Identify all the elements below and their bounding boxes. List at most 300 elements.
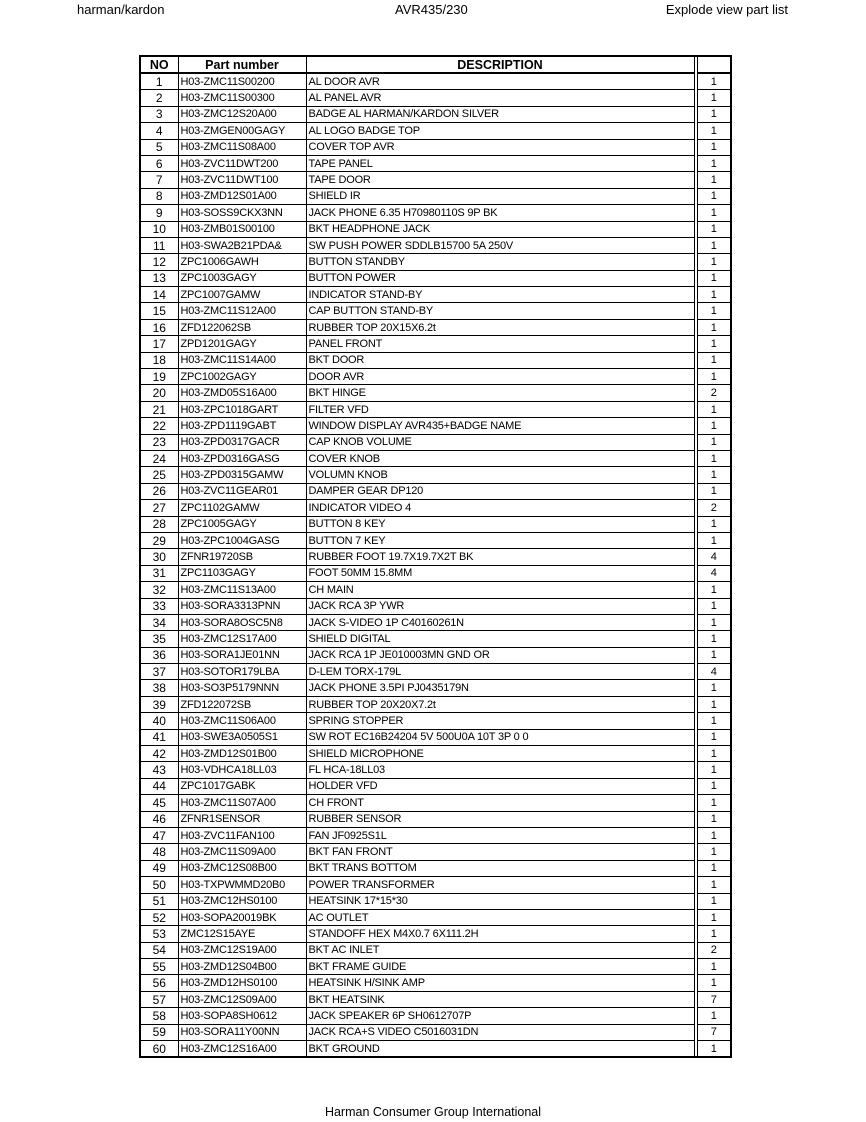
row-number: 37 — [140, 664, 178, 680]
part-description: BUTTON 8 KEY — [306, 516, 694, 532]
part-description: SHIELD IR — [306, 188, 694, 204]
table-row — [140, 778, 731, 794]
row-number: 49 — [140, 860, 178, 876]
part-description: INDICATOR STAND-BY — [306, 287, 694, 303]
table-row — [140, 664, 731, 680]
part-description: BKT GROUND — [306, 1041, 694, 1058]
table-row — [140, 369, 731, 385]
row-number: 38 — [140, 680, 178, 696]
column-header-description: DESCRIPTION — [306, 56, 694, 73]
row-number: 36 — [140, 647, 178, 663]
part-quantity: 1 — [697, 778, 731, 794]
row-number: 45 — [140, 795, 178, 811]
table-row — [140, 352, 731, 368]
part-description: TAPE DOOR — [306, 172, 694, 188]
part-description: CAP BUTTON STAND-BY — [306, 303, 694, 319]
row-number: 57 — [140, 991, 178, 1007]
part-number: ZFNR1SENSOR — [178, 811, 306, 827]
row-number: 4 — [140, 123, 178, 139]
row-number: 55 — [140, 959, 178, 975]
table-row — [140, 1008, 731, 1024]
part-number: H03-SORA11Y00NN — [178, 1024, 306, 1040]
table-body — [140, 73, 731, 1057]
header-title: Explode view part list — [665, 2, 788, 17]
part-number: H03-ZMC11S12A00 — [178, 303, 306, 319]
part-number: H03-ZMC12S09A00 — [178, 991, 306, 1007]
part-quantity: 1 — [697, 106, 731, 122]
table-row — [140, 631, 731, 647]
table-row — [140, 844, 731, 860]
row-number: 12 — [140, 254, 178, 270]
part-number: H03-ZMC12S20A00 — [178, 106, 306, 122]
row-number: 26 — [140, 483, 178, 499]
part-description: CAP KNOB VOLUME — [306, 434, 694, 450]
part-number: H03-ZMD12HS0100 — [178, 975, 306, 991]
part-quantity: 1 — [697, 319, 731, 335]
row-number: 22 — [140, 418, 178, 434]
part-number: H03-ZMD12S04B00 — [178, 959, 306, 975]
part-number: H03-SORA1JE01NN — [178, 647, 306, 663]
table-row — [140, 500, 731, 516]
table-row — [140, 827, 731, 843]
table-row — [140, 516, 731, 532]
part-quantity: 1 — [697, 713, 731, 729]
part-number: H03-SO3P5179NNN — [178, 680, 306, 696]
part-description: SHIELD MICROPHONE — [306, 746, 694, 762]
part-description: BKT HINGE — [306, 385, 694, 401]
part-quantity: 1 — [697, 155, 731, 171]
part-quantity: 1 — [697, 270, 731, 286]
row-number: 54 — [140, 942, 178, 958]
part-quantity: 1 — [697, 746, 731, 762]
row-number: 2 — [140, 90, 178, 106]
part-description: BKT TRANS BOTTOM — [306, 860, 694, 876]
part-description: AL PANEL AVR — [306, 90, 694, 106]
part-description: BKT FAN FRONT — [306, 844, 694, 860]
header-model: AVR435/230 — [395, 2, 468, 17]
table-row — [140, 959, 731, 975]
table-row — [140, 303, 731, 319]
part-quantity: 7 — [697, 991, 731, 1007]
part-number: H03-SORA3313PNN — [178, 598, 306, 614]
table-row — [140, 385, 731, 401]
part-number: H03-ZMC12S16A00 — [178, 1041, 306, 1058]
row-number: 34 — [140, 614, 178, 630]
part-description: JACK RCA+S VIDEO C5016031DN — [306, 1024, 694, 1040]
part-description: JACK S-VIDEO 1P C40160261N — [306, 614, 694, 630]
row-number: 14 — [140, 287, 178, 303]
row-number: 18 — [140, 352, 178, 368]
row-number: 5 — [140, 139, 178, 155]
table-row — [140, 434, 731, 450]
part-quantity: 1 — [697, 123, 731, 139]
table-row — [140, 942, 731, 958]
table-row — [140, 172, 731, 188]
part-number: H03-ZMC11S13A00 — [178, 582, 306, 598]
row-number: 11 — [140, 237, 178, 253]
header-brand: harman/kardon — [77, 2, 165, 17]
table-row — [140, 205, 731, 221]
part-quantity: 1 — [697, 418, 731, 434]
part-description: SW PUSH POWER SDDLB15700 5A 250V — [306, 237, 694, 253]
part-description: BUTTON 7 KEY — [306, 532, 694, 548]
row-number: 56 — [140, 975, 178, 991]
part-quantity: 1 — [697, 483, 731, 499]
row-number: 40 — [140, 713, 178, 729]
part-description: JACK RCA 3P YWR — [306, 598, 694, 614]
part-description: HEATSINK 17*15*30 — [306, 893, 694, 909]
footer-company: Harman Consumer Group International — [324, 1105, 542, 1119]
row-number: 20 — [140, 385, 178, 401]
table-row — [140, 795, 731, 811]
part-description: COVER TOP AVR — [306, 139, 694, 155]
table-row — [140, 746, 731, 762]
part-number: H03-ZVC11DWT200 — [178, 155, 306, 171]
table-row — [140, 860, 731, 876]
part-quantity: 1 — [697, 139, 731, 155]
table-row — [140, 401, 731, 417]
part-description: JACK PHONE 3.5PI PJ0435179N — [306, 680, 694, 696]
row-number: 46 — [140, 811, 178, 827]
table-row — [140, 582, 731, 598]
part-number: ZPC1017GABK — [178, 778, 306, 794]
row-number: 3 — [140, 106, 178, 122]
part-number: H03-VDHCA18LL03 — [178, 762, 306, 778]
row-number: 28 — [140, 516, 178, 532]
row-number: 59 — [140, 1024, 178, 1040]
part-quantity: 1 — [697, 762, 731, 778]
part-number: H03-TXPWMMD20B0 — [178, 877, 306, 893]
part-quantity: 1 — [697, 844, 731, 860]
table-row — [140, 762, 731, 778]
part-description: JACK SPEAKER 6P SH0612707P — [306, 1008, 694, 1024]
part-quantity: 7 — [697, 1024, 731, 1040]
table-row — [140, 713, 731, 729]
part-description: JACK RCA 1P JE010003MN GND OR — [306, 647, 694, 663]
table-row — [140, 614, 731, 630]
part-quantity: 1 — [697, 631, 731, 647]
part-description: COVER KNOB — [306, 450, 694, 466]
part-quantity: 1 — [697, 450, 731, 466]
part-description: BUTTON STANDBY — [306, 254, 694, 270]
row-number: 60 — [140, 1041, 178, 1058]
part-number: H03-ZMC11S09A00 — [178, 844, 306, 860]
part-quantity: 1 — [697, 909, 731, 925]
part-description: DOOR AVR — [306, 369, 694, 385]
part-description: BKT AC INLET — [306, 942, 694, 958]
part-description: TAPE PANEL — [306, 155, 694, 171]
part-quantity: 4 — [697, 664, 731, 680]
part-number: H03-ZVC11DWT100 — [178, 172, 306, 188]
row-number: 32 — [140, 582, 178, 598]
part-number: H03-ZPC1004GASG — [178, 532, 306, 548]
part-number: ZPC1005GAGY — [178, 516, 306, 532]
part-number: H03-ZMC12HS0100 — [178, 893, 306, 909]
table-row — [140, 90, 731, 106]
table-row — [140, 450, 731, 466]
part-number: ZPC1103GAGY — [178, 565, 306, 581]
part-quantity: 1 — [697, 959, 731, 975]
part-quantity: 1 — [697, 90, 731, 106]
table-row — [140, 139, 731, 155]
column-header-qty — [697, 56, 731, 73]
part-number: H03-SOPA20019BK — [178, 909, 306, 925]
part-number: ZPC1002GAGY — [178, 369, 306, 385]
part-quantity: 1 — [697, 303, 731, 319]
part-description: CH MAIN — [306, 582, 694, 598]
part-number: H03-ZMC11S14A00 — [178, 352, 306, 368]
row-number: 50 — [140, 877, 178, 893]
part-number: H03-ZVC11GEAR01 — [178, 483, 306, 499]
part-number: H03-ZPD1119GABT — [178, 418, 306, 434]
part-quantity: 2 — [697, 500, 731, 516]
part-description: RUBBER SENSOR — [306, 811, 694, 827]
part-number: ZPD1201GAGY — [178, 336, 306, 352]
table-row — [140, 926, 731, 942]
part-quantity: 1 — [697, 696, 731, 712]
part-description: AL LOGO BADGE TOP — [306, 123, 694, 139]
part-number: H03-ZMC11S07A00 — [178, 795, 306, 811]
part-quantity: 1 — [697, 729, 731, 745]
part-quantity: 1 — [697, 221, 731, 237]
row-number: 33 — [140, 598, 178, 614]
part-quantity: 1 — [697, 188, 731, 204]
column-header-part-number: Part number — [178, 56, 306, 73]
part-quantity: 1 — [697, 254, 731, 270]
part-description: PANEL FRONT — [306, 336, 694, 352]
row-number: 31 — [140, 565, 178, 581]
part-number: ZMC12S15AYE — [178, 926, 306, 942]
row-number: 24 — [140, 450, 178, 466]
part-quantity: 4 — [697, 549, 731, 565]
table-row — [140, 893, 731, 909]
part-quantity: 1 — [697, 172, 731, 188]
table-row — [140, 811, 731, 827]
part-quantity: 1 — [697, 926, 731, 942]
part-description: VOLUMN KNOB — [306, 467, 694, 483]
part-number: H03-ZMGEN00GAGY — [178, 123, 306, 139]
part-description: SW ROT EC16B24204 5V 500U0A 10T 3P 0 0 — [306, 729, 694, 745]
part-number: ZPC1006GAWH — [178, 254, 306, 270]
table-row — [140, 123, 731, 139]
part-number: H03-ZPC1018GART — [178, 401, 306, 417]
table-row — [140, 598, 731, 614]
part-quantity: 1 — [697, 975, 731, 991]
row-number: 48 — [140, 844, 178, 860]
part-quantity: 1 — [697, 352, 731, 368]
part-quantity: 1 — [697, 680, 731, 696]
row-number: 52 — [140, 909, 178, 925]
part-number: H03-ZMC11S08A00 — [178, 139, 306, 155]
part-description: WINDOW DISPLAY AVR435+BADGE NAME — [306, 418, 694, 434]
part-quantity: 4 — [697, 565, 731, 581]
row-number: 6 — [140, 155, 178, 171]
part-quantity: 1 — [697, 860, 731, 876]
part-description: DAMPER GEAR DP120 — [306, 483, 694, 499]
part-description: FOOT 50MM 15.8MM — [306, 565, 694, 581]
part-description: BKT FRAME GUIDE — [306, 959, 694, 975]
part-quantity: 1 — [697, 467, 731, 483]
row-number: 21 — [140, 401, 178, 417]
part-number: H03-ZPD0316GASG — [178, 450, 306, 466]
row-number: 51 — [140, 893, 178, 909]
table-row — [140, 729, 731, 745]
table-row — [140, 647, 731, 663]
part-number: H03-ZVC11FAN100 — [178, 827, 306, 843]
parts-table — [139, 55, 732, 1058]
part-quantity: 1 — [697, 434, 731, 450]
part-description: HOLDER VFD — [306, 778, 694, 794]
part-quantity: 1 — [697, 205, 731, 221]
part-description: FAN JF0925S1L — [306, 827, 694, 843]
part-quantity: 1 — [697, 811, 731, 827]
part-quantity: 1 — [697, 795, 731, 811]
row-number: 7 — [140, 172, 178, 188]
column-header-no: NO — [140, 56, 178, 73]
part-number: H03-SOTOR179LBA — [178, 664, 306, 680]
part-description: CH FRONT — [306, 795, 694, 811]
row-number: 58 — [140, 1008, 178, 1024]
part-description: RUBBER TOP 20X20X7.2t — [306, 696, 694, 712]
table-row — [140, 975, 731, 991]
part-quantity: 1 — [697, 647, 731, 663]
part-quantity: 1 — [697, 598, 731, 614]
part-description: POWER TRANSFORMER — [306, 877, 694, 893]
table-row — [140, 549, 731, 565]
table-row — [140, 106, 731, 122]
part-description: FILTER VFD — [306, 401, 694, 417]
row-number: 39 — [140, 696, 178, 712]
row-number: 27 — [140, 500, 178, 516]
part-quantity: 1 — [697, 827, 731, 843]
part-quantity: 1 — [697, 287, 731, 303]
part-description: AC OUTLET — [306, 909, 694, 925]
table-row — [140, 319, 731, 335]
part-description: BUTTON POWER — [306, 270, 694, 286]
row-number: 47 — [140, 827, 178, 843]
table-row — [140, 991, 731, 1007]
table-row — [140, 680, 731, 696]
part-number: ZFD122062SB — [178, 319, 306, 335]
part-number: H03-SWA2B21PDA& — [178, 237, 306, 253]
row-number: 16 — [140, 319, 178, 335]
part-quantity: 1 — [697, 893, 731, 909]
part-description: BKT DOOR — [306, 352, 694, 368]
part-description: BKT HEATSINK — [306, 991, 694, 1007]
row-number: 8 — [140, 188, 178, 204]
part-description: SHIELD DIGITAL — [306, 631, 694, 647]
part-quantity: 1 — [697, 582, 731, 598]
part-quantity: 1 — [697, 516, 731, 532]
part-number: H03-ZPD0317GACR — [178, 434, 306, 450]
row-number: 44 — [140, 778, 178, 794]
table-row — [140, 565, 731, 581]
table-row — [140, 270, 731, 286]
row-number: 13 — [140, 270, 178, 286]
part-description: BADGE AL HARMAN/KARDON SILVER — [306, 106, 694, 122]
table-row — [140, 188, 731, 204]
table-row — [140, 1041, 731, 1058]
row-number: 25 — [140, 467, 178, 483]
row-number: 43 — [140, 762, 178, 778]
table-row — [140, 254, 731, 270]
row-number: 9 — [140, 205, 178, 221]
part-number: H03-ZMC12S17A00 — [178, 631, 306, 647]
part-number: H03-SWE3A0505S1 — [178, 729, 306, 745]
part-quantity: 1 — [697, 369, 731, 385]
part-quantity: 1 — [697, 1041, 731, 1058]
part-number: H03-ZMC11S00300 — [178, 90, 306, 106]
part-number: H03-ZMD05S16A00 — [178, 385, 306, 401]
table-row — [140, 532, 731, 548]
table-row — [140, 418, 731, 434]
part-number: ZPC1007GAMW — [178, 287, 306, 303]
row-number: 23 — [140, 434, 178, 450]
part-description: BKT HEADPHONE JACK — [306, 221, 694, 237]
part-quantity: 1 — [697, 336, 731, 352]
table-row — [140, 221, 731, 237]
part-number: H03-SORA8OSC5N8 — [178, 614, 306, 630]
part-description: HEATSINK H/SINK AMP — [306, 975, 694, 991]
table-row — [140, 483, 731, 499]
row-number: 35 — [140, 631, 178, 647]
part-number: H03-ZMC12S19A00 — [178, 942, 306, 958]
part-description: JACK PHONE 6.35 H70980110S 9P BK — [306, 205, 694, 221]
part-number: ZPC1102GAMW — [178, 500, 306, 516]
table-row — [140, 909, 731, 925]
part-quantity: 1 — [697, 1008, 731, 1024]
part-description: INDICATOR VIDEO 4 — [306, 500, 694, 516]
part-description: D-LEM TORX-179L — [306, 664, 694, 680]
table-row — [140, 696, 731, 712]
part-number: H03-ZMC12S08B00 — [178, 860, 306, 876]
row-number: 17 — [140, 336, 178, 352]
part-quantity: 1 — [697, 614, 731, 630]
row-number: 41 — [140, 729, 178, 745]
part-number: H03-ZMC11S06A00 — [178, 713, 306, 729]
row-number: 10 — [140, 221, 178, 237]
table-header-row — [140, 56, 731, 73]
row-number: 19 — [140, 369, 178, 385]
part-quantity: 1 — [697, 532, 731, 548]
table-row — [140, 73, 731, 90]
part-description: STANDOFF HEX M4X0.7 6X111.2H — [306, 926, 694, 942]
table-row — [140, 336, 731, 352]
part-number: H03-ZMB01S00100 — [178, 221, 306, 237]
part-description: RUBBER FOOT 19.7X19.7X2T BK — [306, 549, 694, 565]
table-row — [140, 237, 731, 253]
table-row — [140, 1024, 731, 1040]
part-number: ZPC1003GAGY — [178, 270, 306, 286]
part-number: ZFD122072SB — [178, 696, 306, 712]
part-quantity: 1 — [697, 877, 731, 893]
row-number: 1 — [140, 73, 178, 90]
part-description: SPRING STOPPER — [306, 713, 694, 729]
part-number: ZFNR19720SB — [178, 549, 306, 565]
part-number: H03-ZMC11S00200 — [178, 73, 306, 90]
part-number: H03-SOSS9CKX3NN — [178, 205, 306, 221]
row-number: 29 — [140, 532, 178, 548]
row-number: 15 — [140, 303, 178, 319]
table-row — [140, 287, 731, 303]
part-number: H03-ZPD0315GAMW — [178, 467, 306, 483]
row-number: 30 — [140, 549, 178, 565]
row-number: 53 — [140, 926, 178, 942]
row-number: 42 — [140, 746, 178, 762]
table-row — [140, 155, 731, 171]
part-number: H03-SOPA8SH0612 — [178, 1008, 306, 1024]
part-quantity: 1 — [697, 73, 731, 90]
